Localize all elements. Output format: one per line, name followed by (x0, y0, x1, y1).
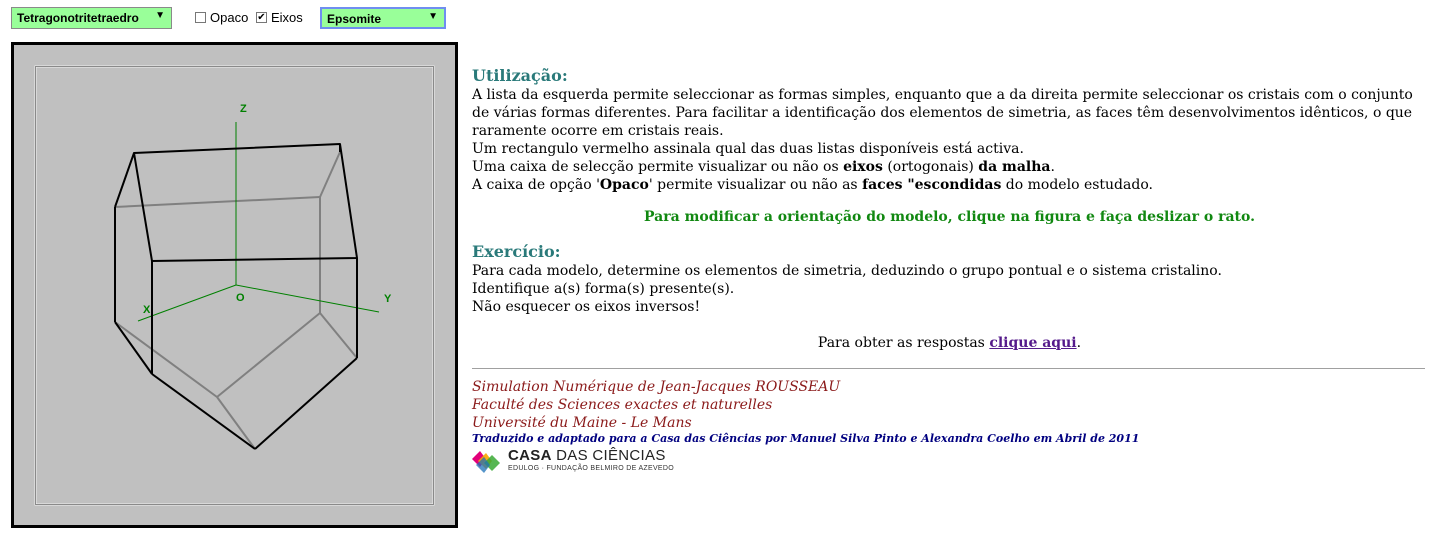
credit-translation: Traduzido e adaptado para a Casa das Ciências por Manuel Silva Pinto e Alexandra Coelho em Abril de 2011 (472, 432, 1140, 445)
text-span: A caixa de opção ' (472, 177, 600, 193)
logo-title-rest: DAS CIÊNCIAS (551, 447, 666, 464)
origin-label: O (236, 292, 245, 304)
text-span: (ortogonais) (882, 159, 979, 175)
crystal-canvas[interactable] (14, 45, 455, 525)
answers-link[interactable]: clique aqui (989, 335, 1077, 351)
exercise-line-1: Para cada modelo, determine os elementos de simetria, deduzindo o grupo pontual e o sistema cristalino. (472, 263, 1222, 279)
text-span: Uma caixa de selecção permite visualizar ou não os (472, 159, 844, 175)
eixos-label: Eixos (271, 10, 303, 25)
logo-title (508, 448, 674, 464)
chevron-down-icon: ▼ (428, 11, 438, 22)
axis-y-label: Y (384, 293, 392, 305)
utilizacao-title: Utilização: (472, 66, 568, 85)
paragraph-axes-checkbox (472, 158, 1427, 176)
eixos-checkbox-box[interactable]: ✔ (257, 12, 266, 23)
exercise-line-2: Identifique a(s) forma(s) presente(s). (472, 281, 735, 297)
paragraph-red-rectangle: Um rectangulo vermelho assinala qual das duas listas disponíveis está activa. (472, 141, 1024, 157)
axis-z-label: Z (240, 103, 247, 115)
bold-opaco: Opaco (599, 177, 649, 193)
credit-university: Université du Maine - Le Mans (472, 415, 692, 431)
chevron-down-icon: ▼ (155, 10, 165, 21)
divider (472, 368, 1425, 369)
bold-faces-escondidas: faces "escondidas (862, 177, 1002, 193)
axis-x-label: X (143, 304, 151, 316)
paragraph-opaco-option (472, 176, 1427, 194)
exercicio-title: Exercício: (472, 242, 561, 261)
exercise-line-3: Não esquecer os eixos inversos! (472, 299, 701, 315)
credit-faculty: Faculté des Sciences exactes et naturelles (472, 397, 773, 413)
crystals-select[interactable] (320, 7, 446, 29)
crystal-viewer[interactable] (11, 42, 458, 528)
casa-das-ciencias-logo (472, 448, 1427, 473)
text-span: do modelo estudado. (1001, 177, 1153, 193)
credit-author: Simulation Numérique de Jean-Jacques ROUSSEAU (472, 379, 841, 395)
answers-suffix: . (1076, 335, 1082, 351)
crystals-select-value: Epsomite (327, 12, 382, 26)
paragraph-lists: A lista da esquerda permite seleccionar as formas simples, enquanto que a da direita permite seleccionar os cristais com o conjunto de várias formas diferentes. Para facilitar a identificação dos elementos de simetria, as faces têm desenvolvimentos idênticos, o que raramente ocorre em cristais reais. (472, 87, 1413, 139)
answers-prefix: Para obter as respostas (817, 335, 990, 351)
eixos-checkbox[interactable] (256, 10, 303, 25)
logo-title-bold: CASA (508, 447, 552, 464)
bold-da-malha: da malha (978, 159, 1051, 175)
answers-line (472, 334, 1427, 352)
opaco-label: Opaco (210, 10, 249, 25)
opaco-checkbox-box[interactable] (195, 12, 206, 23)
text-span: ' permite visualizar ou não as (648, 177, 863, 193)
opaco-checkbox[interactable] (195, 10, 248, 25)
instructions-panel (472, 66, 1427, 473)
drag-instruction: Para modificar a orientação do modelo, clique na figura e faça deslizar o rato. (644, 209, 1255, 225)
logo-mark-icon (472, 449, 500, 473)
bold-eixos: eixos (843, 159, 883, 175)
forms-select[interactable] (11, 7, 172, 29)
text-span: . (1050, 159, 1055, 175)
forms-select-value: Tetragonotritetraedro (17, 11, 139, 25)
logo-subtitle: EDULOG · FUNDAÇÃO BELMIRO DE AZEVEDO (508, 465, 674, 472)
